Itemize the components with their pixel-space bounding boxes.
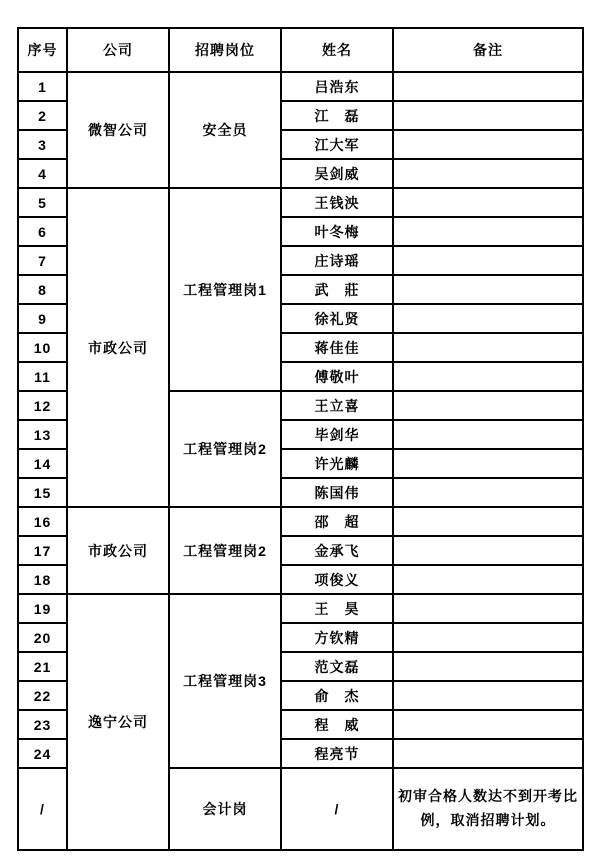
name-cell: 王 昊 — [281, 594, 393, 623]
seq-cell: 15 — [18, 478, 67, 507]
seq-cell: 11 — [18, 362, 67, 391]
remark-cell — [393, 101, 583, 130]
remark-cell — [393, 449, 583, 478]
remark-cell — [393, 188, 583, 217]
seq-cell: 20 — [18, 623, 67, 652]
remark-cell: 初审合格人数达不到开考比例，取消招聘计划。 — [393, 768, 583, 850]
seq-cell: 5 — [18, 188, 67, 217]
name-cell: 叶冬梅 — [281, 217, 393, 246]
name-cell: 俞 杰 — [281, 681, 393, 710]
name-cell: 程 威 — [281, 710, 393, 739]
seq-cell: 21 — [18, 652, 67, 681]
seq-cell: 10 — [18, 333, 67, 362]
remark-cell — [393, 159, 583, 188]
name-cell: 许光麟 — [281, 449, 393, 478]
seq-cell: 23 — [18, 710, 67, 739]
remark-cell — [393, 594, 583, 623]
table-row — [18, 188, 583, 217]
remark-cell — [393, 391, 583, 420]
remark-cell — [393, 536, 583, 565]
header-name: 姓名 — [281, 28, 393, 72]
recruitment-table — [17, 27, 584, 851]
company-cell: 市政公司 — [67, 188, 169, 507]
seq-cell: 18 — [18, 565, 67, 594]
company-cell: 微智公司 — [67, 72, 169, 188]
name-cell: 江大军 — [281, 130, 393, 159]
remark-cell — [393, 304, 583, 333]
name-cell: 傅敬叶 — [281, 362, 393, 391]
remark-cell — [393, 246, 583, 275]
seq-cell: / — [18, 768, 67, 850]
company-cell: 逸宁公司 — [67, 594, 169, 850]
remark-cell — [393, 565, 583, 594]
table-row — [18, 507, 583, 536]
seq-cell: 3 — [18, 130, 67, 159]
remark-cell — [393, 478, 583, 507]
remark-cell — [393, 217, 583, 246]
name-cell: 王钱泱 — [281, 188, 393, 217]
remark-cell — [393, 420, 583, 449]
seq-cell: 14 — [18, 449, 67, 478]
remark-cell — [393, 362, 583, 391]
position-cell: 工程管理岗1 — [169, 188, 281, 391]
name-cell: 王立喜 — [281, 391, 393, 420]
name-cell: / — [281, 768, 393, 850]
remark-cell — [393, 681, 583, 710]
seq-cell: 4 — [18, 159, 67, 188]
name-cell: 方钦精 — [281, 623, 393, 652]
name-cell: 陈国伟 — [281, 478, 393, 507]
name-cell: 金承飞 — [281, 536, 393, 565]
name-cell: 吕浩东 — [281, 72, 393, 101]
position-cell: 工程管理岗2 — [169, 507, 281, 594]
name-cell: 吴剑威 — [281, 159, 393, 188]
seq-cell: 2 — [18, 101, 67, 130]
name-cell: 邵 超 — [281, 507, 393, 536]
remark-cell — [393, 652, 583, 681]
seq-cell: 7 — [18, 246, 67, 275]
name-cell: 范文磊 — [281, 652, 393, 681]
position-cell: 安全员 — [169, 72, 281, 188]
position-cell: 工程管理岗2 — [169, 391, 281, 507]
seq-cell: 6 — [18, 217, 67, 246]
header-remark: 备注 — [393, 28, 583, 72]
name-cell: 项俊义 — [281, 565, 393, 594]
seq-cell: 22 — [18, 681, 67, 710]
remark-cell — [393, 130, 583, 159]
seq-cell: 1 — [18, 72, 67, 101]
seq-cell: 16 — [18, 507, 67, 536]
table-row — [18, 594, 583, 623]
remark-cell — [393, 710, 583, 739]
remark-cell — [393, 275, 583, 304]
header-row — [18, 28, 583, 72]
remark-cell — [393, 507, 583, 536]
name-cell: 蒋佳佳 — [281, 333, 393, 362]
position-cell: 工程管理岗3 — [169, 594, 281, 768]
seq-cell: 9 — [18, 304, 67, 333]
remark-cell — [393, 739, 583, 768]
name-cell: 毕剑华 — [281, 420, 393, 449]
seq-cell: 13 — [18, 420, 67, 449]
name-cell: 庄诗瑶 — [281, 246, 393, 275]
company-cell: 市政公司 — [67, 507, 169, 594]
seq-cell: 8 — [18, 275, 67, 304]
header-position: 招聘岗位 — [169, 28, 281, 72]
seq-cell: 24 — [18, 739, 67, 768]
remark-cell — [393, 72, 583, 101]
header-seq: 序号 — [18, 28, 67, 72]
seq-cell: 19 — [18, 594, 67, 623]
remark-cell — [393, 333, 583, 362]
position-cell: 会计岗 — [169, 768, 281, 850]
name-cell: 程亮节 — [281, 739, 393, 768]
header-company: 公司 — [67, 28, 169, 72]
name-cell: 武 莊 — [281, 275, 393, 304]
table-row — [18, 72, 583, 101]
name-cell: 徐礼贤 — [281, 304, 393, 333]
seq-cell: 12 — [18, 391, 67, 420]
name-cell: 江 磊 — [281, 101, 393, 130]
remark-cell — [393, 623, 583, 652]
seq-cell: 17 — [18, 536, 67, 565]
